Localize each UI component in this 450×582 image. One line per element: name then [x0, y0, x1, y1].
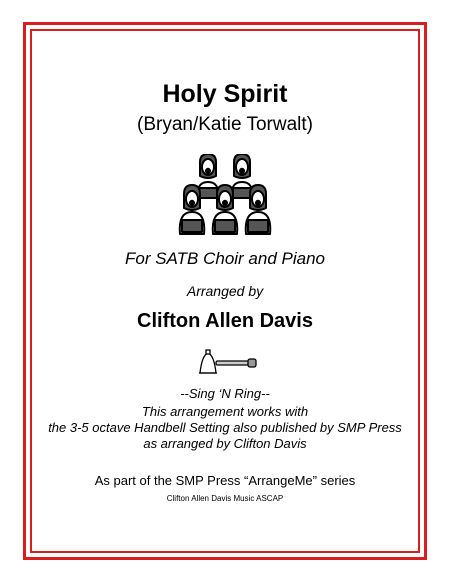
arranger-name: Clifton Allen Davis [137, 310, 313, 332]
handbell-icon [198, 347, 258, 379]
arranged-by-davis-line: as arranged by Clifton Davis [143, 436, 307, 451]
song-title: Holy Spirit [162, 80, 288, 108]
copyright-line: Clifton Allen Davis Music ASCAP [166, 494, 284, 503]
singer-front-middle [213, 185, 238, 234]
ensemble-line: For SATB Choir and Piano [125, 249, 325, 268]
handbell-setting-line: the 3-5 octave Handbell Setting also published by SMP Press [48, 420, 402, 435]
arranged-by-label: Arranged by [186, 283, 264, 299]
choir-icon [176, 154, 276, 236]
song-writers: (Bryan/Katie Torwalt) [137, 114, 313, 135]
singer-front-left [180, 185, 205, 234]
sing-n-ring-line: --Sing ‘N Ring-- [180, 386, 270, 401]
series-line: As part of the SMP Press “ArrangeMe” series [94, 473, 356, 488]
arrangement-note-line: This arrangement works with [141, 404, 309, 419]
singer-front-right [246, 185, 271, 234]
